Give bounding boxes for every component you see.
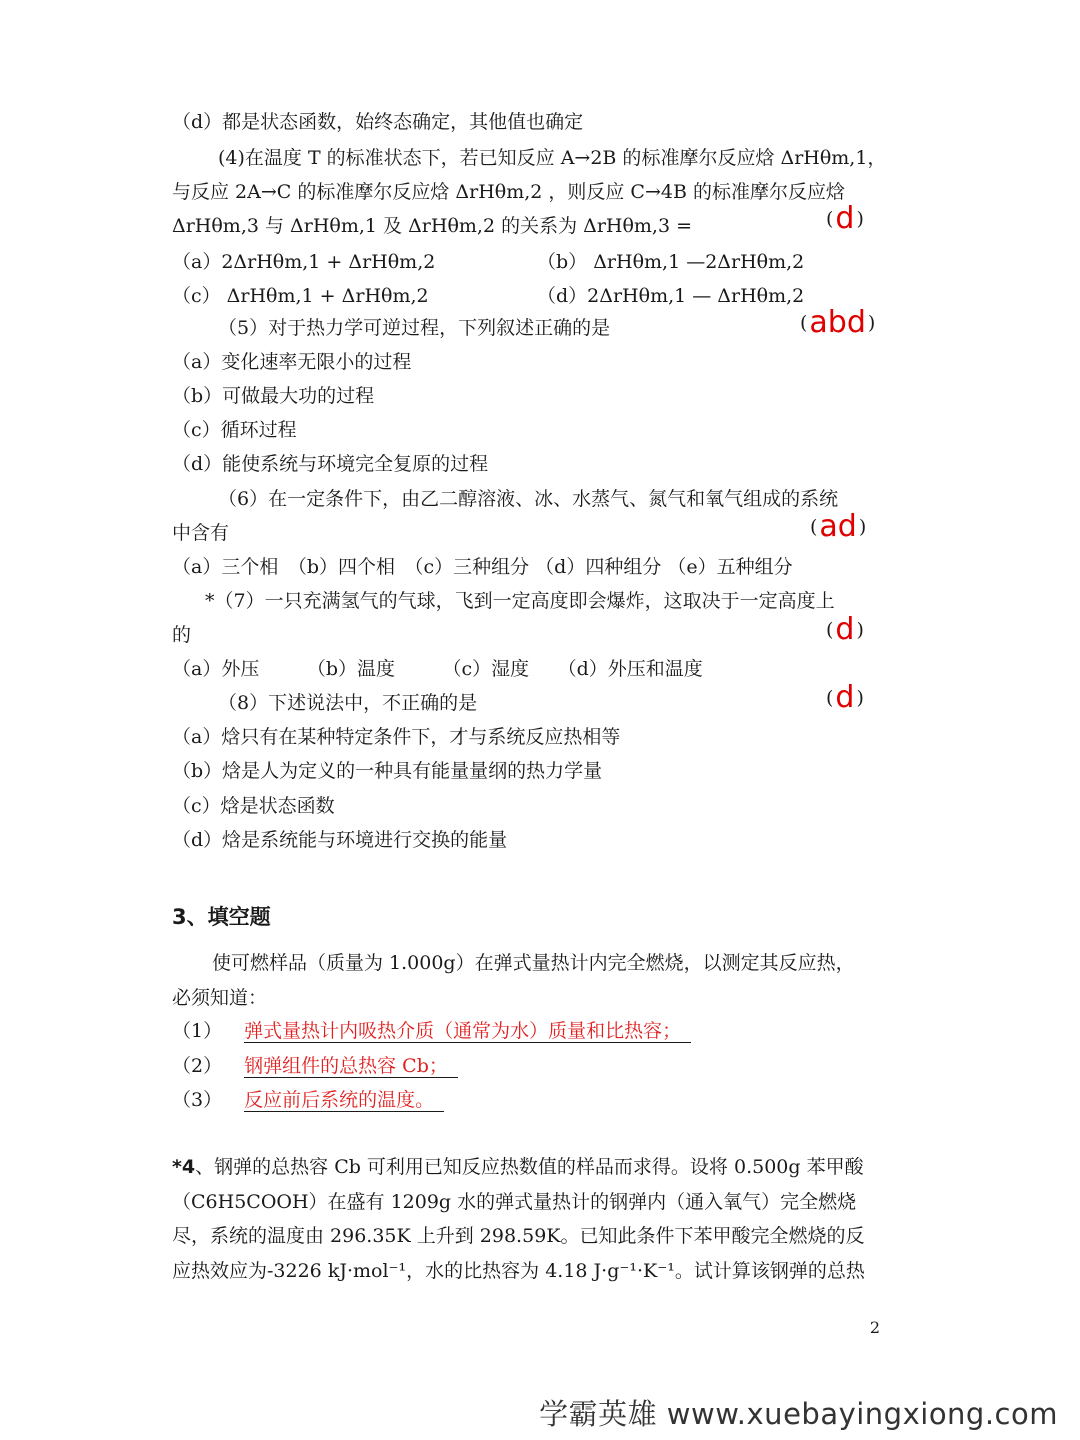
option-d-q8: （d）焓是系统能与环境进行交换的能量 [172,829,508,851]
question-4-number: *4 [172,1156,196,1178]
question-4-text-line4: 应热效应为-3226 kJ·mol⁻¹，水的比热容为 4.18 J·g⁻¹·K⁻¹。试计算该钢弹的总热 [172,1260,865,1282]
question-4-line2: 与反应 2A→C 的标准摩尔反应焓 ΔrHθm,2 ，则反应 C→4B 的标准摩尔反应焓 [172,181,845,203]
question-7-line1: *（7）一只充满氢气的气球，飞到一定高度即会爆炸，这取决于一定高度上 [205,590,835,612]
section-3-intro-line2: 必须知道： [172,987,268,1009]
question-4-line1: (4)在温度 T 的标准状态下，若已知反应 A→2B 的标准摩尔反应焓 ΔrHθm,1， [218,147,887,169]
option-a-q8: （a）焓只有在某种特定条件下，才与系统反应热相等 [172,726,621,748]
options-q6: （a）三个相 （b）四个相 （c）三种组分 （d）四种组分 （e）五种组分 [172,556,793,578]
option-b-q8: （b）焓是人为定义的一种具有能量量纲的热力学量 [172,760,603,782]
option-a-q4: （a）2ΔrHθm,1 + ΔrHθm,2 [172,251,436,273]
answer-q7-value: d [835,612,855,647]
page-number: 2 [869,1318,880,1337]
option-b-q5: （b）可做最大功的过程 [172,385,375,407]
question-8: （8）下述说法中，不正确的是 [218,692,478,714]
option-c-q8: （c）焓是状态函数 [172,795,335,817]
answer-q8: (d ) [826,680,864,715]
answer-q4: (d ) [826,201,864,236]
blank-3-label: （3） [172,1089,223,1111]
answer-q4-value: d [835,201,855,236]
question-4-text-line2: （C6H5COOH）在盛有 1209g 水的弹式量热计的钢弹内（通入氧气）完全燃烧 [172,1191,857,1213]
options-q7: （a）外压 （b）温度 （c）湿度 （d）外压和温度 [172,658,703,680]
blank-1-label: （1） [172,1020,223,1042]
question-4-line3: ΔrHθm,3 与 ΔrHθm,1 及 ΔrHθm,2 的关系为 ΔrHθm,3 = [172,215,693,237]
answer-q7: (d ) [826,612,864,647]
option-a-q5: （a）变化速率无限小的过程 [172,351,412,373]
blank-1-answer: 弹式量热计内吸热介质（通常为水）质量和比热容； [244,1020,691,1043]
question-6-line2: 中含有 [172,522,230,544]
question-6-line1: （6）在一定条件下，由乙二醇溶液、冰、水蒸气、氮气和氧气组成的系统 [218,488,839,510]
question-7-line2: 的 [172,624,192,646]
answer-q6: (ad ) [810,509,867,544]
question-5: （5）对于热力学可逆过程，下列叙述正确的是 [218,317,611,339]
option-c-q4: （c） ΔrHθm,1 + ΔrHθm,2 [172,285,429,307]
blank-3 [172,1087,444,1113]
answer-q6-value: ad [819,509,857,544]
option-d-q5: （d）能使系统与环境完全复原的过程 [172,453,489,475]
blank-1 [172,1018,691,1044]
answer-q5-value: abd [809,305,866,340]
blank-2-label: （2） [172,1055,223,1077]
question-4-text-p1: 、钢弹的总热容 Cb 可利用已知反应热数值的样品而求得。设将 0.500g 苯甲酸 [195,1156,864,1178]
option-b-q4: （b） ΔrHθm,1 —2ΔrHθm,2 [537,251,805,273]
question-4-text-line3: 尽，系统的温度由 296.35K 上升到 298.59K。已知此条件下苯甲酸完全燃烧的反 [172,1225,865,1247]
blank-2 [172,1053,458,1079]
option-c-q5: （c）循环过程 [172,419,297,441]
section-3-heading: 3、填空题 [172,905,271,929]
section-3-intro-line1: 使可燃样品（质量为 1.000g）在弹式量热计内完全燃烧，以测定其反应热， [212,952,855,974]
option-d-q4: （d）2ΔrHθm,1 — ΔrHθm,2 [537,285,805,307]
question-4-text-line1 [172,1154,864,1180]
watermark: 学霸英雄 www.xuebayingxiong.com [539,1397,1058,1431]
blank-2-answer: 钢弹组件的总热容 Cb； [244,1055,458,1078]
answer-q5: (abd ) [800,305,876,340]
answer-q8-value: d [835,680,855,715]
blank-3-answer: 反应前后系统的温度。 [244,1089,444,1112]
option-d-q3: （d）都是状态函数，始终态确定，其他值也确定 [172,111,584,133]
